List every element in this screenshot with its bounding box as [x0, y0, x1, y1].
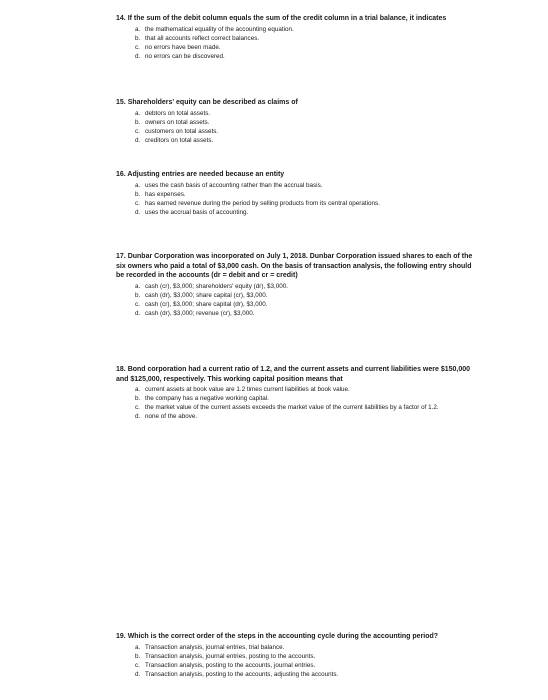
option-d[interactable]: d. creditors on total assets. [135, 136, 214, 144]
question-16 [116, 170, 476, 217]
option-a[interactable]: a. cash (cr), $3,000; shareholders' equity (dr), $3,000. [135, 282, 288, 290]
question-text: Adjusting entries are needed because an entity [127, 171, 285, 178]
question-stem [116, 365, 476, 384]
option-a[interactable]: a. current assets at book value are 1.2 times current liabilities at book value. [135, 386, 350, 393]
option-b[interactable]: b. has expenses. [135, 190, 186, 198]
option-b[interactable]: b. Transaction analysis, journal entries, posting to the accounts. [135, 652, 316, 660]
option-c[interactable]: c. cash (cr), $3,000; share capital (dr), $3,000. [135, 300, 268, 308]
question-number: 16. [116, 171, 126, 178]
question-stem [116, 14, 476, 24]
option-a[interactable]: a. the mathematical equality of the accounting equation. [135, 25, 294, 33]
option-c[interactable]: c. Transaction analysis, posting to the accounts, journal entries. [135, 661, 316, 669]
question-19 [116, 632, 476, 679]
option-a[interactable]: a. debtors on total assets. [135, 109, 211, 117]
option-d[interactable]: d. cash (dr), $3,000; revenue (cr), $3,000. [135, 309, 255, 317]
option-list [116, 25, 476, 61]
option-c[interactable]: c. the market value of the current assets exceeds the market value of the current liabilities by a factor of 1.2. [135, 404, 439, 411]
option-d[interactable]: d. no errors can be discovered. [135, 52, 225, 60]
option-d[interactable]: d. uses the accrual basis of accounting. [135, 208, 249, 216]
question-text: Bond corporation had a current ratio of 1.2, and the current assets and current liabilities were $150,000 and $125,000, respectively. This working capital position means that [116, 366, 471, 383]
option-list [116, 181, 476, 217]
option-b[interactable]: b. cash (dr), $3,000; share capital (cr), $3,000. [135, 291, 268, 299]
question-number: 15. [116, 99, 126, 106]
option-list [116, 282, 476, 318]
option-d[interactable]: d. Transaction analysis, posting to the accounts, adjusting the accounts. [135, 670, 339, 678]
question-stem [116, 170, 476, 180]
option-list [116, 109, 476, 145]
question-text: Dunbar Corporation was incorporated on July 1, 2018. Dunbar Corporation issued shares to each of the six owners who paid a total of $3,000 cash. On the basis of transaction analysis, the following entry should be recorded in the accounts (dr = debit and cr = credit) [116, 253, 473, 279]
option-b[interactable]: b. that all accounts reflect correct balances. [135, 34, 260, 42]
option-list [116, 643, 476, 679]
question-number: 14. [116, 15, 126, 22]
question-text: Shareholders' equity can be described as claims of [127, 99, 298, 106]
question-stem [116, 98, 476, 108]
option-a[interactable]: a. uses the cash basis of accounting rather than the accrual basis. [135, 181, 323, 189]
question-text: If the sum of the debit column equals the sum of the credit column in a trial balance, it indicates [127, 15, 447, 22]
option-b[interactable]: b. the company has a negative working capital. [135, 395, 269, 402]
question-18 [116, 365, 476, 421]
option-c[interactable]: c. has earned revenue during the period by selling products from its central operations. [135, 199, 380, 207]
option-c[interactable]: c. customers on total assets. [135, 127, 219, 135]
question-stem [116, 632, 476, 642]
question-17 [116, 252, 476, 318]
option-c[interactable]: c. no errors have been made. [135, 43, 221, 51]
question-text: Which is the correct order of the steps in the accounting cycle during the accounting period? [127, 633, 439, 640]
option-d[interactable]: d. none of the above. [135, 413, 198, 420]
question-14 [116, 14, 476, 61]
option-a[interactable]: a. Transaction analysis, journal entries, trial balance. [135, 643, 285, 651]
option-list [116, 385, 476, 421]
option-b[interactable]: b. owners on total assets. [135, 118, 210, 126]
question-number: 19. [116, 633, 126, 640]
question-number: 17. [116, 253, 126, 260]
question-stem [116, 252, 476, 281]
question-15 [116, 98, 476, 145]
question-number: 18. [116, 366, 126, 373]
